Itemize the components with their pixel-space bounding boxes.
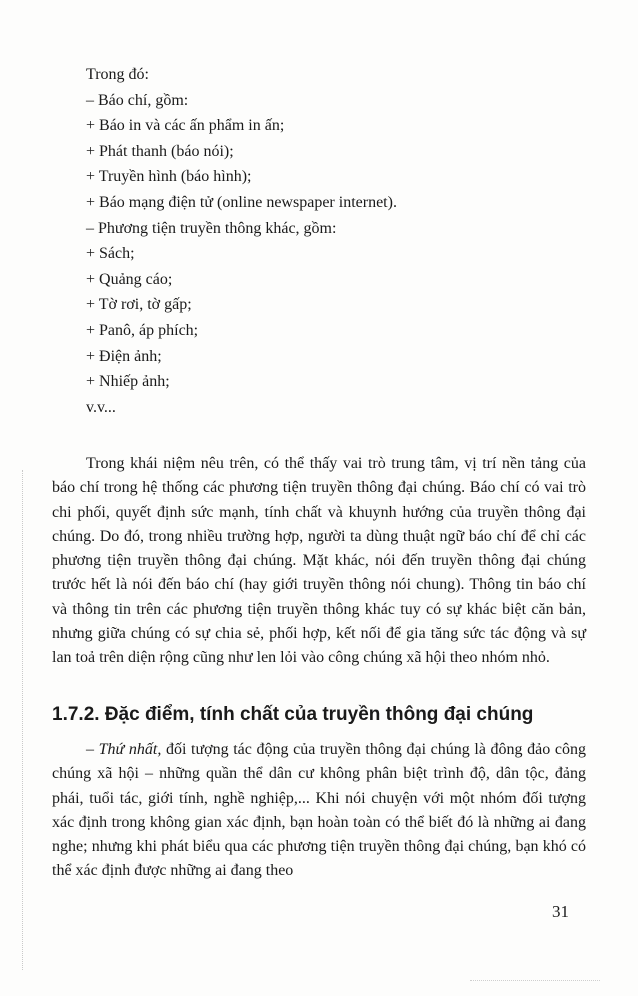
list-item: + Báo mạng điện tử (online newspaper internet). bbox=[86, 193, 397, 211]
list-item: + Điện ảnh; bbox=[86, 347, 162, 365]
list-item: + Tờ rơi, tờ gấp; bbox=[86, 296, 192, 314]
page-number: 31 bbox=[552, 902, 569, 921]
paragraph-body: đối tượng tác động của truyền thông đại chúng là đông đảo công chúng xã hội – những quần thể dân cư không phân biệt trình độ, dân tộc, đảng phái, tuổi tác, giới tính, nghề nghiệp,... Khi nói chuyện với một nhóm đối tượng xác định trong không gian xác định, bạn hoàn toàn có thể biết đó là những ai đang nghe; nhưng khi phát biểu qua các phương tiện truyền thông đại chúng, bạn khó có thể xác định được những ai đang theo bbox=[52, 741, 587, 880]
list-item: + Nhiếp ảnh; bbox=[86, 373, 170, 391]
list-item: Trong đó: bbox=[86, 66, 149, 83]
list-item: + Phát thanh (báo nói); bbox=[86, 142, 234, 160]
list-item: + Báo in và các ấn phẩm in ấn; bbox=[86, 117, 285, 135]
section-heading: 1.7.2. Đặc điểm, tính chất của truyền thông đại chúng bbox=[52, 704, 534, 725]
media-types-list bbox=[86, 62, 566, 420]
scan-margin-artifact bbox=[22, 470, 24, 970]
body-paragraph bbox=[52, 738, 586, 884]
paragraph-lead: – Thứ nhất, bbox=[86, 741, 162, 758]
list-item: + Sách; bbox=[86, 245, 135, 263]
list-item: + Truyền hình (báo hình); bbox=[86, 168, 252, 186]
list-item: – Phương tiện truyền thông khác, gồm: bbox=[86, 219, 337, 237]
body-paragraph: Trong khái niệm nêu trên, có thể thấy vai trò trung tâm, vị trí nền tảng của báo chí trong hệ thống các phương tiện truyền thông đại chúng. Báo chí có vai trò chi phối, quyết định sức mạnh, tính chất và khuynh hướng của truyền thông đại chúng. Do đó, trong nhiều trường hợp, người ta dùng thuật ngữ báo chí để chỉ các phương tiện truyền thông đại chúng. Mặt khác, nói đến truyền thông đại chúng trước hết là nói đến báo chí (hay giới truyền thông nói chung). Thông tin báo chí và thông tin trên các phương tiện truyền thông khác tuy có sự khác biệt căn bản, nhưng giữa chúng có sự chia sẻ, phối hợp, kết nối để gia tăng sức tác động và sự lan toả trên diện rộng cũng như len lỏi vào công chúng xã hội theo nhóm nhỏ. bbox=[52, 455, 586, 667]
list-item: + Quảng cáo; bbox=[86, 270, 173, 288]
scan-bottom-artifact bbox=[470, 980, 600, 982]
list-item: – Báo chí, gồm: bbox=[86, 91, 189, 109]
list-item: v.v... bbox=[86, 398, 116, 416]
list-item: + Panô, áp phích; bbox=[86, 321, 199, 339]
